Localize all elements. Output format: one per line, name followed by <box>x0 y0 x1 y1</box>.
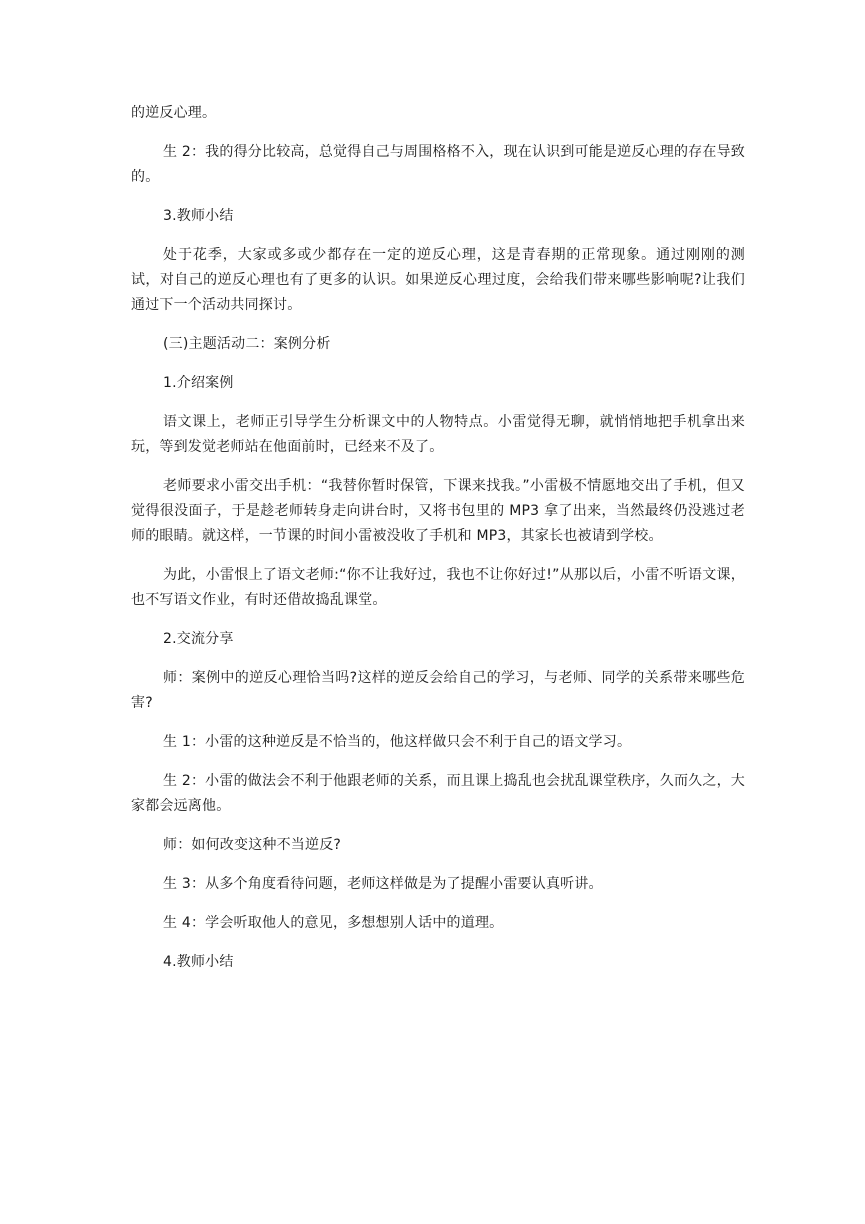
paragraph-teacher-question-1: 师：案例中的逆反心理恰当吗?这样的逆反会给自己的学习，与老师、同学的关系带来哪些危害? <box>131 670 745 711</box>
paragraph-student4-answer: 生 4：学会听取他人的意见，多想想别人话中的道理。 <box>163 915 504 931</box>
paragraph-summary: 处于花季，大家或多或少都存在一定的逆反心理，这是青春期的正常现象。通过刚刚的测试，对自己的逆反心理也有了更多的认识。如果逆反心理过度，会给我们带来哪些影响呢?让我们通过下一个活动共同探讨。 <box>131 247 745 313</box>
paragraph-student2-answer: 生 2：小雷的做法会不利于他跟老师的关系，而且课上捣乱也会扰乱课堂秩序，久而久之，大家都会远离他。 <box>131 773 745 814</box>
paragraph-student3-answer: 生 3：从多个角度看待问题，老师这样做是为了提醒小雷要认真听讲。 <box>163 876 603 892</box>
heading-exchange-share: 2.交流分享 <box>163 631 234 647</box>
paragraph-student2-reply: 生 2：我的得分比较高，总觉得自己与周围格格不入，现在认识到可能是逆反心理的存在导致的。 <box>131 144 745 185</box>
paragraph-case-2: 老师要求小雷交出手机：“我替你暂时保管，下课来找我。”小雷极不情愿地交出了手机，但又觉得很没面子，于是趁老师转身走向讲台时，又将书包里的 MP3 拿了出来，当然最终仍没逃过老师的眼睛。就这样，一节课的时间小雷被没收了手机和 MP3，其家长也被请到学校。 <box>131 478 745 544</box>
paragraph-continuation: 的逆反心理。 <box>131 105 217 121</box>
paragraph-case-3: 为此，小雷恨上了语文老师:“你不让我好过，我也不让你好过!”从那以后，小雷不听语文课，也不写语文作业，有时还借故捣乱课堂。 <box>131 567 745 608</box>
heading-teacher-summary-3: 3.教师小结 <box>163 208 234 224</box>
heading-teacher-summary-4: 4.教师小结 <box>163 954 234 970</box>
heading-theme-activity-2: (三)主题活动二：案例分析 <box>163 336 331 352</box>
heading-introduce-case: 1.介绍案例 <box>163 375 234 391</box>
paragraph-teacher-question-2: 师：如何改变这种不当逆反? <box>163 837 342 853</box>
paragraph-student1-answer: 生 1：小雷的这种逆反是不恰当的，他这样做只会不利于自己的语文学习。 <box>163 734 632 750</box>
paragraph-case-1: 语文课上，老师正引导学生分析课文中的人物特点。小雷觉得无聊，就悄悄地把手机拿出来玩，等到发觉老师站在他面前时，已经来不及了。 <box>131 414 745 455</box>
